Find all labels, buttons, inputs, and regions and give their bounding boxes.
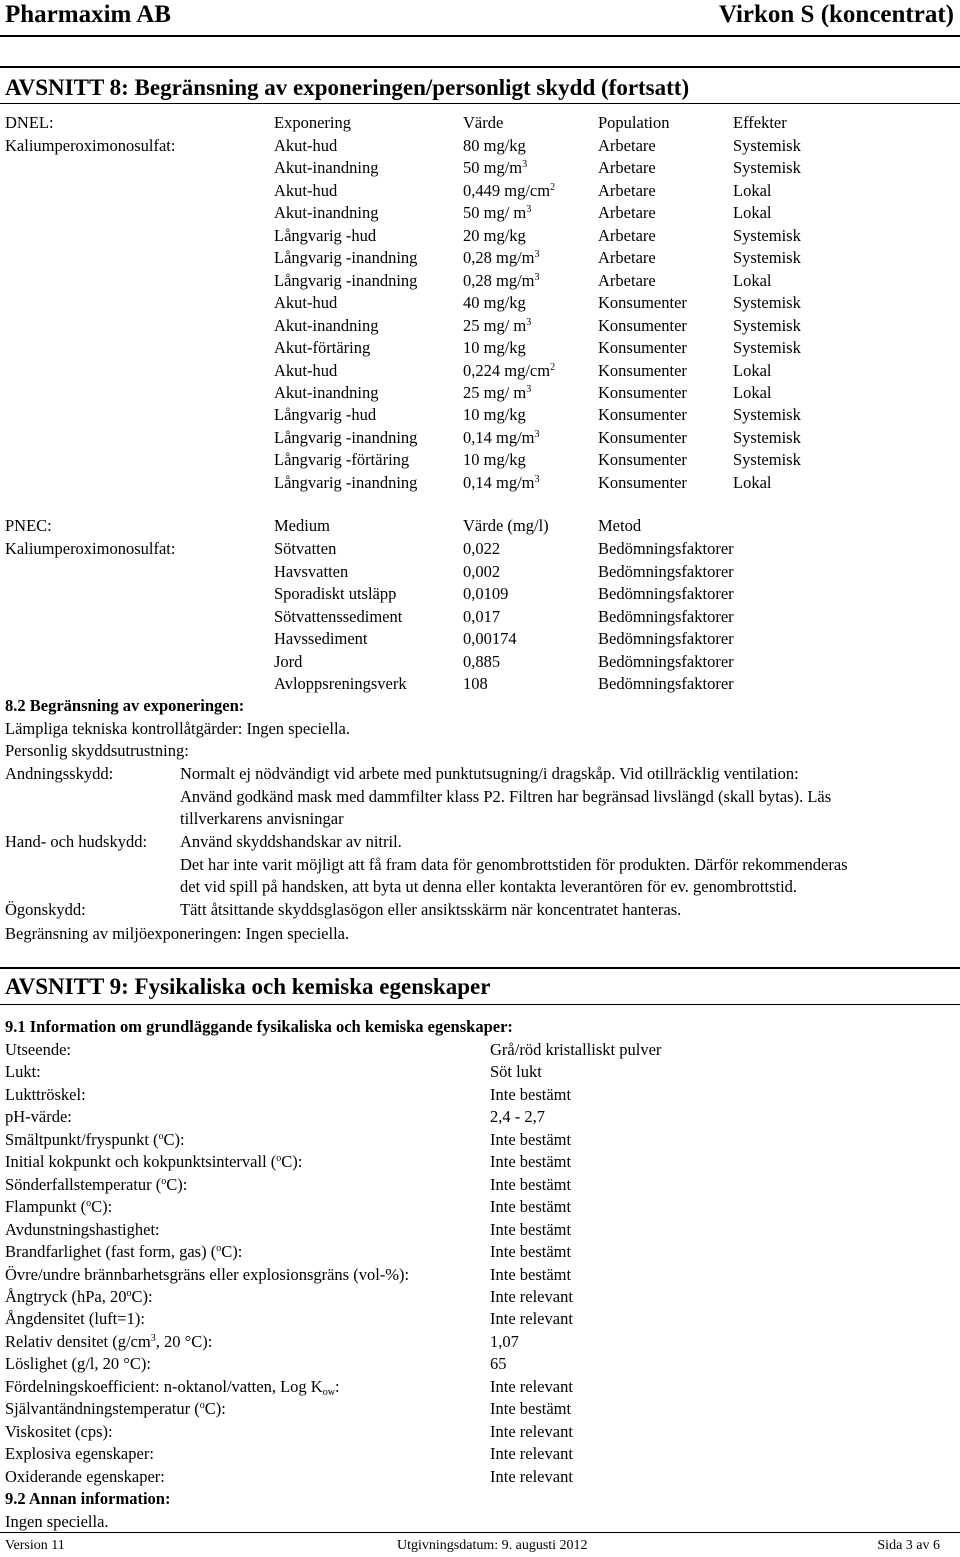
- property-label-text: Självantändningstemperatur (: [5, 1399, 200, 1419]
- sub92-title: 9.2 Annan information:: [5, 1489, 171, 1508]
- property-label-suffix: C):: [204, 1399, 226, 1419]
- property-value: Inte bestämt: [490, 1174, 572, 1194]
- property-value: Inte bestämt: [490, 1264, 572, 1284]
- dnel-population-cell: Konsumenter: [598, 293, 687, 313]
- property-label-text: Utseende:: [5, 1040, 71, 1059]
- dnel-population-cell: Arbetare: [598, 180, 656, 200]
- dnel-effect-cell: Systemisk: [733, 225, 801, 245]
- pnec-header-method: Metod: [598, 516, 642, 535]
- property-label: [5, 1444, 154, 1464]
- dnel-effect-cell: Systemisk: [733, 405, 801, 425]
- dnel-substance: Kaliumperoximonosulfat:: [5, 136, 176, 155]
- pnec-header-medium: Medium: [274, 516, 330, 535]
- property-label-text: Flampunkt (: [5, 1197, 87, 1217]
- property-label: [5, 1107, 72, 1127]
- dnel-exposure-cell: Akut-förtäring: [274, 338, 371, 358]
- dnel-value-cell: [463, 338, 526, 358]
- dnel-value-text: 20 mg/kg: [463, 225, 526, 245]
- property-label: [5, 1220, 160, 1240]
- eye-text: Tätt åtsittande skyddsglasögon eller ansiktsskärm när koncentratet hanteras.: [180, 900, 682, 919]
- dnel-value-text: 0,224 mg/cm: [463, 360, 551, 380]
- dnel-exposure-cell: Akut-hud: [274, 360, 338, 380]
- property-value: 1,07: [490, 1331, 519, 1351]
- property-label: [5, 1062, 41, 1082]
- dnel-value-cell: [463, 473, 540, 493]
- property-value: Söt lukt: [490, 1062, 542, 1082]
- dnel-value-text: 0,28 mg/m: [463, 248, 535, 268]
- property-value: Inte relevant: [490, 1376, 573, 1396]
- dnel-effect-cell: Systemisk: [733, 338, 801, 358]
- dnel-population-cell: Konsumenter: [598, 427, 687, 447]
- product-name: Virkon S (koncentrat): [718, 1, 954, 28]
- dnel-value-unit-exponent: 2: [550, 181, 556, 193]
- pnec-value-cell: 0,002: [463, 561, 501, 581]
- dnel-exposure-cell: Akut-hud: [274, 136, 338, 155]
- eye-label: Ögonskydd:: [5, 900, 86, 919]
- property-value: 2,4 - 2,7: [490, 1107, 545, 1127]
- dnel-exposure-cell: Långvarig -inandning: [274, 427, 418, 447]
- pnec-method-cell: Bedömningsfaktorer: [598, 584, 734, 603]
- dnel-population-cell: Arbetare: [598, 225, 656, 245]
- dnel-effect-cell: Systemisk: [733, 427, 801, 447]
- section9-top-rule: [0, 967, 960, 969]
- property-value: Inte relevant: [490, 1466, 573, 1486]
- dnel-exposure-cell: Akut-inandning: [274, 158, 379, 178]
- property-label-text: Fördelningskoefficient: n-oktanol/vatten, Log K: [5, 1376, 323, 1396]
- dnel-value-cell: [463, 293, 526, 313]
- dnel-population-cell: Konsumenter: [598, 338, 687, 358]
- dnel-population-cell: Arbetare: [598, 158, 656, 178]
- dnel-population-cell: Arbetare: [598, 270, 656, 290]
- company-name: Pharmaxim AB: [5, 1, 171, 28]
- pnec-medium-cell: Sötvatten: [274, 539, 337, 558]
- property-label-text: Lukttröskel:: [5, 1084, 86, 1104]
- dnel-effect-cell: Systemisk: [733, 136, 801, 155]
- dnel-value-unit-exponent: 3: [522, 159, 528, 171]
- dnel-effect-cell: Lokal: [733, 203, 772, 223]
- dnel-population-cell: Konsumenter: [598, 360, 687, 380]
- property-label: [5, 1242, 242, 1262]
- dnel-value-text: 10 mg/kg: [463, 405, 526, 425]
- pnec-value-cell: 0,017: [463, 606, 501, 626]
- property-label-text: Lukt:: [5, 1062, 41, 1082]
- dnel-value-text: 0,14 mg/m: [463, 472, 535, 492]
- pnec-method-cell: Bedömningsfaktorer: [598, 629, 734, 648]
- property-label-text: Viskositet (cps):: [5, 1421, 113, 1441]
- property-label-superscript: o: [158, 1130, 164, 1142]
- property-label-subscript: ow: [322, 1386, 335, 1398]
- property-label: [5, 1422, 113, 1442]
- dnel-effect-cell: Systemisk: [733, 158, 801, 178]
- dnel-exposure-cell: Långvarig -hud: [274, 225, 377, 245]
- section9-bottom-rule: [0, 1004, 960, 1005]
- dnel-value-cell: [463, 158, 527, 178]
- dnel-value-cell: [463, 428, 540, 448]
- dnel-population-cell: Konsumenter: [598, 450, 687, 470]
- dnel-effect-cell: Lokal: [733, 472, 772, 492]
- dnel-value-unit-exponent: 3: [534, 249, 540, 261]
- dnel-value-text: 50 mg/ m: [463, 203, 527, 223]
- pnec-medium-cell: Sötvattenssediment: [274, 606, 403, 626]
- dnel-value-cell: [463, 203, 531, 223]
- property-value: Inte relevant: [490, 1309, 573, 1329]
- dnel-population-cell: Konsumenter: [598, 315, 687, 335]
- property-value: Inte bestämt: [490, 1084, 572, 1104]
- property-label: [5, 1332, 212, 1352]
- pnec-method-cell: Bedömningsfaktorer: [598, 651, 734, 671]
- footer-version: Version 11: [5, 1538, 65, 1553]
- dnel-population-cell: Arbetare: [598, 248, 656, 268]
- dnel-exposure-cell: Långvarig -inandning: [274, 270, 418, 290]
- dnel-value-unit-exponent: 3: [534, 428, 540, 440]
- property-label: [5, 1152, 302, 1172]
- pnec-medium-cell: Jord: [274, 651, 303, 671]
- dnel-header-value: Värde: [463, 113, 504, 132]
- dnel-value-cell: [463, 361, 555, 381]
- dnel-exposure-cell: Långvarig -förtäring: [274, 450, 410, 470]
- dnel-value-unit-exponent: 3: [526, 204, 532, 216]
- dnel-value-text: 25 mg/ m: [463, 315, 527, 335]
- property-label-text: Ångdensitet (luft=1):: [5, 1309, 145, 1329]
- property-label-superscript: o: [276, 1153, 282, 1165]
- property-label-text: Avdunstningshastighet:: [5, 1219, 160, 1239]
- pnec-method-cell: Bedömningsfaktorer: [598, 561, 734, 581]
- property-label-suffix: C):: [221, 1242, 243, 1262]
- property-label: [5, 1399, 226, 1419]
- dnel-value-cell: [463, 405, 526, 425]
- section8-top-rule: [0, 66, 960, 68]
- property-value: Inte relevant: [490, 1421, 573, 1441]
- hand-line: Använd skyddshandskar av nitril.: [180, 832, 402, 851]
- dnel-header-effects: Effekter: [733, 113, 787, 132]
- dnel-header-exposure: Exponering: [274, 113, 351, 132]
- dnel-effect-cell: Systemisk: [733, 248, 801, 268]
- dnel-value-text: 0,449 mg/cm: [463, 180, 551, 200]
- property-label-text: Initial kokpunkt och kokpunktsintervall (: [5, 1152, 277, 1172]
- dnel-value-text: 40 mg/kg: [463, 293, 526, 313]
- dnel-exposure-cell: Långvarig -inandning: [274, 472, 418, 492]
- dnel-value-unit-exponent: 2: [550, 361, 556, 373]
- pnec-substance: Kaliumperoximonosulfat:: [5, 539, 176, 558]
- resp-line: tillverkarens anvisningar: [180, 809, 344, 828]
- property-label-text: Oxiderande egenskaper:: [5, 1466, 165, 1486]
- property-label-superscript: o: [161, 1175, 167, 1187]
- property-label-text: Övre/undre brännbarhetsgräns eller explosionsgräns (vol-%):: [5, 1264, 410, 1284]
- property-label-text: Sönderfallstemperatur (: [5, 1174, 162, 1194]
- pnec-method-cell: Bedömningsfaktorer: [598, 674, 734, 693]
- property-label-superscript: o: [216, 1243, 222, 1255]
- property-value: Inte bestämt: [490, 1152, 572, 1172]
- hand-line: Det har inte varit möjligt att få fram data för genombrottstiden för produkten. Därför rekommenderas: [180, 855, 848, 874]
- property-label-suffix: C):: [91, 1197, 113, 1217]
- section8-title: AVSNITT 8: Begränsning av exponeringen/personligt skydd (fortsatt): [5, 75, 690, 100]
- footer-page: Sida 3 av 6: [877, 1538, 940, 1553]
- pnec-value-cell: 0,00174: [463, 629, 517, 648]
- dnel-value-unit-exponent: 3: [534, 473, 540, 485]
- pnec-method-cell: Bedömningsfaktorer: [598, 606, 734, 626]
- property-label-superscript: o: [199, 1400, 205, 1412]
- dnel-population-cell: Arbetare: [598, 136, 656, 155]
- dnel-value-cell: [463, 181, 555, 201]
- dnel-value-text: 10 mg/kg: [463, 338, 526, 358]
- property-label-superscript: o: [86, 1198, 92, 1210]
- property-value: Inte bestämt: [490, 1242, 572, 1262]
- property-value: Inte bestämt: [490, 1219, 572, 1239]
- dnel-value-cell: [463, 271, 540, 291]
- property-label-suffix: C):: [166, 1174, 188, 1194]
- hand-label: Hand- och hudskydd:: [5, 832, 148, 851]
- property-label: [5, 1085, 86, 1105]
- dnel-value-text: 0,28 mg/m: [463, 270, 535, 290]
- dnel-value-cell: [463, 316, 531, 336]
- dnel-value-text: 25 mg/ m: [463, 382, 527, 402]
- dnel-exposure-cell: Akut-hud: [274, 180, 338, 200]
- property-label: [5, 1040, 71, 1060]
- property-label: [5, 1175, 187, 1195]
- property-label-text: Smältpunkt/fryspunkt (: [5, 1129, 159, 1149]
- property-label-suffix: , 20 °C):: [155, 1331, 213, 1351]
- dnel-value-text: 10 mg/kg: [463, 450, 526, 470]
- sub91-title: 9.1 Information om grundläggande fysikaliska och kemiska egenskaper:: [5, 1017, 513, 1036]
- dnel-value-cell: [463, 450, 526, 470]
- property-label-superscript: 3: [150, 1332, 156, 1344]
- section9-title: AVSNITT 9: Fysikaliska och kemiska egenskaper: [5, 974, 491, 999]
- dnel-value-text: 50 mg/m: [463, 158, 523, 178]
- dnel-value-unit-exponent: 3: [534, 271, 540, 283]
- dnel-value-cell: [463, 383, 531, 403]
- property-label-text: Explosiva egenskaper:: [5, 1444, 154, 1464]
- dnel-population-cell: Konsumenter: [598, 472, 687, 492]
- dnel-value-text: 80 mg/kg: [463, 136, 526, 155]
- dnel-label: DNEL:: [5, 113, 54, 132]
- property-label-text: Brandfarlighet (fast form, gas) (: [5, 1242, 217, 1262]
- header-rule: [0, 35, 960, 37]
- dnel-population-cell: Konsumenter: [598, 405, 687, 425]
- dnel-header-population: Population: [598, 113, 670, 132]
- dnel-value-cell: [463, 136, 526, 156]
- resp-line: Normalt ej nödvändigt vid arbete med punktutsugning/i dragskåp. Vid otillräcklig ventilation:: [180, 764, 799, 783]
- dnel-value-unit-exponent: 3: [526, 316, 532, 328]
- footer-rule: [0, 1532, 960, 1533]
- pnec-medium-cell: Sporadiskt utsläpp: [274, 584, 397, 603]
- property-value: Inte bestämt: [490, 1129, 572, 1149]
- property-label: [5, 1197, 112, 1217]
- pnec-medium-cell: Avloppsreningsverk: [274, 674, 407, 693]
- pnec-value-cell: 0,0109: [463, 584, 509, 603]
- property-label-superscript: o: [126, 1287, 132, 1299]
- dnel-effect-cell: Systemisk: [733, 315, 801, 335]
- dnel-effect-cell: Lokal: [733, 382, 772, 402]
- dnel-effect-cell: Lokal: [733, 360, 772, 380]
- property-label-suffix: C):: [281, 1152, 303, 1172]
- property-label: [5, 1309, 145, 1329]
- dnel-population-cell: Arbetare: [598, 203, 656, 223]
- dnel-exposure-cell: Akut-inandning: [274, 315, 379, 335]
- dnel-exposure-cell: Akut-inandning: [274, 382, 379, 402]
- pnec-value-cell: 0,022: [463, 539, 501, 558]
- property-value: Inte relevant: [490, 1444, 573, 1464]
- property-label-suffix: C):: [163, 1129, 185, 1149]
- dnel-exposure-cell: Långvarig -inandning: [274, 248, 418, 268]
- tech-controls: Lämpliga tekniska kontrollåtgärder: Ingen speciella.: [5, 719, 351, 738]
- section8-bottom-rule: [0, 103, 960, 104]
- dnel-exposure-cell: Akut-hud: [274, 293, 338, 313]
- dnel-effect-cell: Systemisk: [733, 450, 801, 470]
- sub82-title: 8.2 Begränsning av exponeringen:: [5, 696, 245, 715]
- dnel-exposure-cell: Långvarig -hud: [274, 405, 377, 425]
- pnec-label: PNEC:: [5, 516, 52, 535]
- property-label-text: Löslighet (g/l, 20 °C):: [5, 1354, 151, 1374]
- pnec-header-value: Värde (mg/l): [463, 516, 549, 535]
- property-label: [5, 1354, 151, 1374]
- pnec-value-cell: 0,885: [463, 651, 501, 671]
- property-label-text: pH-värde:: [5, 1107, 72, 1127]
- property-label-text: Ångtryck (hPa, 20: [5, 1286, 127, 1306]
- property-label: [5, 1265, 409, 1285]
- pnec-medium-cell: Havssediment: [274, 629, 368, 648]
- dnel-value-text: 0,14 mg/m: [463, 427, 535, 447]
- property-label: [5, 1377, 340, 1397]
- dnel-effect-cell: Lokal: [733, 270, 772, 290]
- dnel-effect-cell: Systemisk: [733, 293, 801, 313]
- pnec-method-cell: Bedömningsfaktorer: [598, 539, 734, 558]
- other-info: Ingen speciella.: [5, 1512, 109, 1531]
- property-value: Inte bestämt: [490, 1197, 572, 1217]
- property-value: Grå/röd kristalliskt pulver: [490, 1040, 662, 1059]
- dnel-value-unit-exponent: 3: [526, 383, 532, 395]
- property-value: Inte relevant: [490, 1286, 573, 1306]
- dnel-value-cell: [463, 226, 526, 246]
- property-label: [5, 1467, 165, 1487]
- property-label: [5, 1287, 153, 1307]
- resp-label: Andningsskydd:: [5, 764, 114, 783]
- property-value: Inte bestämt: [490, 1399, 572, 1419]
- dnel-exposure-cell: Akut-inandning: [274, 203, 379, 223]
- footer-issued: Utgivningsdatum: 9. augusti 2012: [397, 1538, 588, 1553]
- dnel-population-cell: Konsumenter: [598, 382, 687, 402]
- dnel-effect-cell: Lokal: [733, 180, 772, 200]
- resp-line: Använd godkänd mask med dammfilter klass P2. Filtren har begränsad livslängd (skall bytas). Läs: [180, 787, 832, 806]
- ppe-label: Personlig skyddsutrustning:: [5, 741, 189, 760]
- property-label-suffix: C):: [131, 1286, 153, 1306]
- property-label-suffix: :: [334, 1376, 340, 1396]
- dnel-value-cell: [463, 248, 540, 268]
- pnec-medium-cell: Havsvatten: [274, 561, 349, 581]
- hand-line: det vid spill på handsken, att byta ut denna eller kontakta leverantören för ev. genombrottstid.: [180, 877, 798, 896]
- pnec-value-cell: 108: [463, 674, 488, 693]
- property-value: 65: [490, 1354, 507, 1374]
- env-exposure: Begränsning av miljöexponeringen: Ingen speciella.: [5, 924, 350, 943]
- property-label: [5, 1130, 185, 1150]
- property-label-text: Relativ densitet (g/cm: [5, 1331, 151, 1351]
